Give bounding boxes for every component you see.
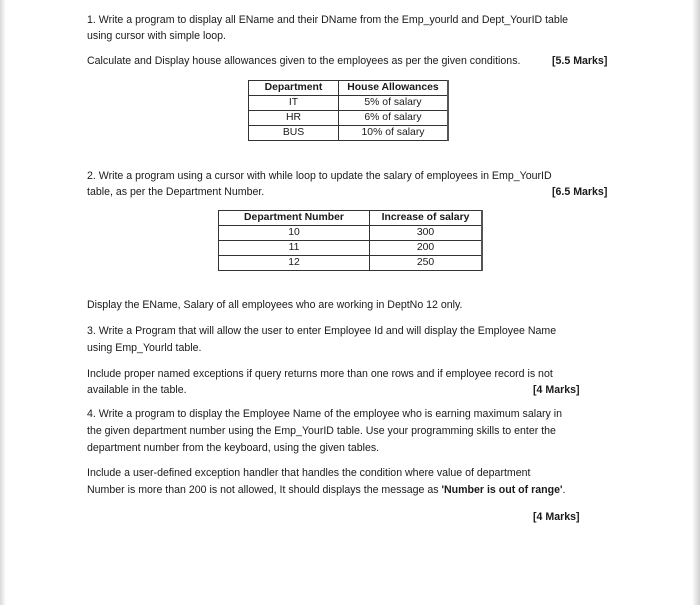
- table-row: [249, 96, 449, 111]
- q4-include2: [87, 483, 565, 497]
- page-right-shadow: [692, 0, 700, 605]
- q4-line3: department number from the keyboard, using the given tables.: [87, 442, 380, 454]
- table-row: [219, 256, 483, 271]
- q1-line2: using cursor with simple loop.: [87, 30, 226, 42]
- dept-cell: IT: [249, 96, 339, 111]
- table-header-row: [219, 211, 483, 226]
- dept-number-cell: 10: [219, 226, 370, 241]
- q4-line1: 4. Write a program to display the Employee Name of the employee who is earning maximum salary in: [87, 408, 562, 420]
- salary-increase-table: [218, 210, 483, 271]
- q4-error-message: 'Number is out of range': [441, 484, 563, 496]
- dept-number-cell: 12: [219, 256, 370, 271]
- allowance-cell: 10% of salary: [339, 126, 449, 141]
- q2-line2: table, as per the Department Number.: [87, 186, 265, 198]
- q4-marks: [4 Marks]: [533, 511, 580, 523]
- q3-line2: using Emp_Yourld table.: [87, 342, 202, 354]
- house-allowance-table: [248, 80, 449, 141]
- increase-cell: 300: [370, 226, 483, 241]
- dept-number-cell: 11: [219, 241, 370, 256]
- increase-cell: 200: [370, 241, 483, 256]
- q2-marks: [6.5 Marks]: [552, 186, 608, 198]
- dept-cell: BUS: [249, 126, 339, 141]
- increase-cell: 250: [370, 256, 483, 271]
- page-left-shadow: [0, 0, 6, 605]
- table-header-row: [249, 81, 449, 96]
- q4-include1: Include a user-defined exception handler that handles the condition where value of department: [87, 467, 531, 479]
- q2-display-note: Display the EName, Salary of all employees who are working in DeptNo 12 only.: [87, 299, 463, 311]
- dept-cell: HR: [249, 111, 339, 126]
- q3-marks: [4 Marks]: [533, 384, 580, 396]
- table-row: [219, 226, 483, 241]
- q1-line1: 1. Write a program to display all EName and their DName from the Emp_yourld and Dept_YourID table: [87, 14, 569, 26]
- table-row: [249, 111, 449, 126]
- q4-include2-end: .: [562, 484, 566, 496]
- header-house-allowances: House Allowances: [339, 81, 449, 96]
- q3-include1: Include proper named exceptions if query returns more than one rows and if employee record is not: [87, 368, 553, 380]
- table-row: [219, 241, 483, 256]
- header-department: Department: [249, 81, 339, 96]
- allowance-cell: 5% of salary: [339, 96, 449, 111]
- header-department-number: Department Number: [219, 211, 370, 226]
- q1-calc: Calculate and Display house allowances given to the employees as per the given conditions.: [87, 55, 521, 67]
- header-increase-of-salary: Increase of salary: [370, 211, 483, 226]
- q4-line2: the given department number using the Emp_YourID table. Use your programming skills to enter the: [87, 425, 556, 437]
- table-row: [249, 126, 449, 141]
- q2-line1: 2. Write a program using a cursor with while loop to update the salary of employees in Emp_YourID: [87, 170, 552, 182]
- q3-line1: 3. Write a Program that will allow the user to enter Employee Id and will display the Employee Name: [87, 325, 557, 337]
- q4-include2-text: Number is more than 200 is not allowed, It should displays the message as: [87, 484, 442, 496]
- q3-include2: available in the table.: [87, 384, 187, 396]
- allowance-cell: 6% of salary: [339, 111, 449, 126]
- q1-marks: [5.5 Marks]: [552, 55, 608, 67]
